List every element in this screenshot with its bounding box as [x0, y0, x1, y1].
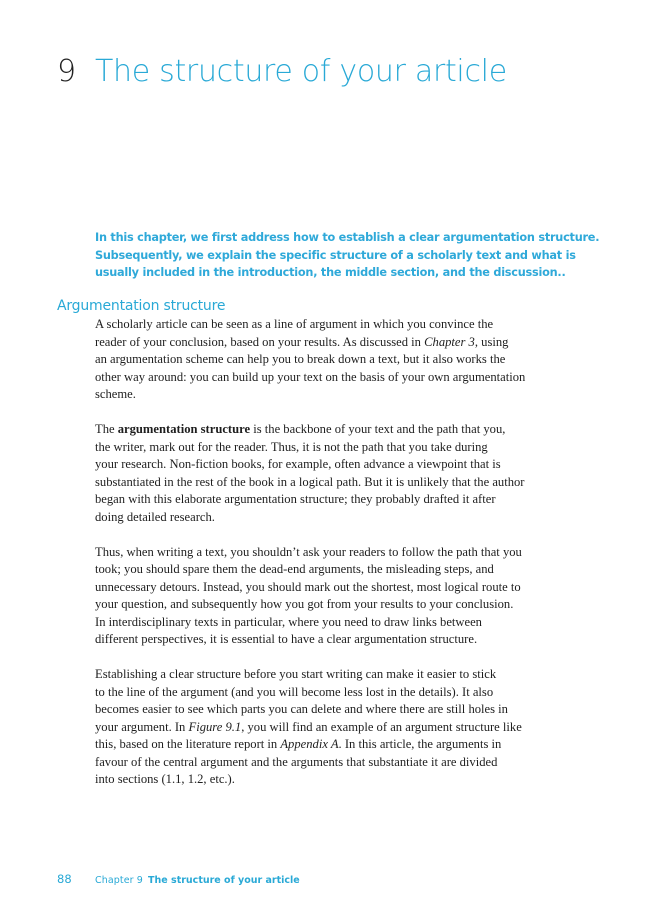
intro-line: Subsequently, we explain the specific structure of a scholarly text and what is — [95, 248, 576, 262]
text-line: your argument. In Figure 9.1, you will find an example of an argument structure like — [95, 719, 522, 734]
text-line: unnecessary detours. Instead, you should mark out the shortest, most logical route to — [95, 579, 521, 594]
section-heading: Argumentation structure — [57, 298, 226, 314]
page-number: 88 — [57, 872, 72, 886]
text-line: favour of the central argument and the arguments that substantiate it are divided — [95, 754, 498, 769]
text-line: other way around: you can build up your text on the basis of your own argumentation — [95, 369, 526, 384]
chapter-number: 9 — [57, 54, 76, 89]
text-line: becomes easier to see which parts you can delete and where there are still holes in — [95, 702, 508, 716]
intro-line: In this chapter, we first address how to establish a clear argumentation structure. — [95, 231, 600, 244]
chapter-heading — [57, 52, 507, 92]
text-line: into sections (1.1, 1.2, etc.). — [95, 772, 235, 786]
intro-line: usually included in the introduction, the middle section, and the discussion.. — [95, 266, 566, 279]
text-line: the writer, mark out for the reader. Thus, it is not the path that you take during — [95, 439, 488, 454]
text-line: substantiated in the rest of the book in a logical path. But it is unlikely that the author — [95, 474, 525, 489]
body-text — [95, 316, 565, 806]
paragraph — [95, 544, 565, 649]
text-line: Establishing a clear structure before you start writing can make it easier to stick — [95, 667, 497, 681]
text-line: your research. Non-fiction books, for example, often advance a viewpoint that is — [95, 457, 501, 471]
text-line: an argumentation scheme can help you to break down a text, but it also works the — [95, 352, 506, 366]
appendix-reference: Appendix A — [280, 737, 339, 751]
chapter-title: The structure of your article — [95, 54, 507, 89]
text-line: The argumentation structure is the backbone of your text and the path that you, — [95, 422, 506, 436]
text-line: In interdisciplinary texts in particular, where you need to draw links between — [95, 614, 482, 629]
text-line: A scholarly article can be seen as a line of argument in which you convince the — [95, 317, 494, 331]
chapter-reference: Chapter 3 — [424, 334, 475, 349]
running-chapter-label: Chapter 9 — [95, 875, 143, 886]
text-line: different perspectives, it is essential to have a clear argumentation structure. — [95, 632, 478, 646]
chapter-intro — [95, 229, 600, 282]
paragraph — [95, 316, 565, 404]
paragraph — [95, 421, 565, 526]
text-line: Thus, when writing a text, you shouldn’t ask your readers to follow the path that you — [95, 544, 522, 559]
text-line: took; you should spare them the dead-end arguments, the misleading steps, and — [95, 562, 494, 576]
text-line: doing detailed research. — [95, 509, 215, 524]
page-footer — [57, 868, 300, 887]
key-term: argumentation structure — [117, 422, 251, 436]
running-chapter-title: The structure of your article — [148, 875, 300, 886]
text-line: to the line of the argument (and you will become less lost in the details). It also — [95, 684, 494, 699]
text-line: began with this elaborate argumentation structure; they probably drafted it after — [95, 492, 496, 506]
paragraph — [95, 666, 565, 789]
text-line: this, based on the literature report in Appendix A. In this article, the arguments in — [95, 737, 502, 751]
text-line: your question, and subsequently how you got from your results to your conclusion. — [95, 597, 514, 611]
figure-reference: Figure 9.1 — [188, 719, 242, 734]
text-line: reader of your conclusion, based on your results. As discussed in Chapter 3, using — [95, 334, 509, 349]
text-line: scheme. — [95, 387, 136, 401]
